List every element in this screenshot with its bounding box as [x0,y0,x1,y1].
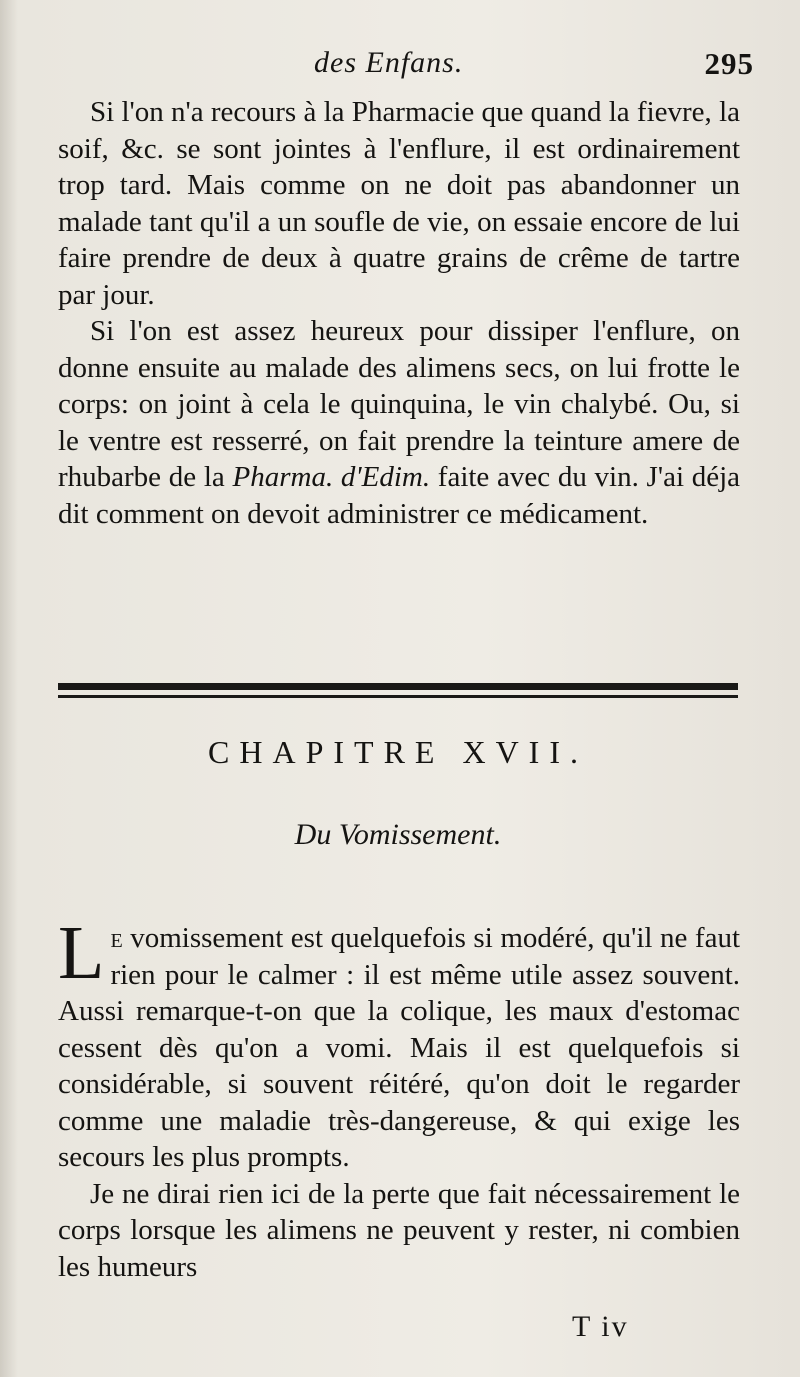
text-block-top [58,94,740,532]
page-header [0,46,800,92]
chapter-title: CHAPITRE XVII. [208,734,588,770]
paragraph [58,313,740,532]
paragraph: Si l'on n'a recours à la Pharmacie que quand la fievre, la soif, &c. se sont jointes à l'enflure, il est ordinairement trop tard. Mais comme on ne doit pas abandonner un malade tant qu'il a un soufle de vie, on essaie encore de lui faire prendre de deux à quatre grains de crême de tartre par jour. [58,96,740,311]
running-title: des Enfans. [314,46,464,79]
paragraph [58,911,740,1176]
rule-thick [58,683,738,690]
first-word: e [110,922,123,954]
paragraph-text: faite avec du vin. J'ai déja dit comment on devoit administrer ce médicament. [58,461,741,530]
signature-mark: T iv [572,1310,629,1343]
section-title: Du Vomissement. [294,818,502,851]
citation: Pharma. d'Edim. [232,461,431,493]
text-block-bottom [58,911,740,1285]
paragraph-text: Si l'on est assez heureux pour dissiper l'enflure, on donne ensuite au malade des alimens secs, on lui frotte le corps: on joint à cela le quinquina, le vin chalybé. Ou, si le ventre est resserré, on fait prendre la teinture amere de rhubarbe de la [58,315,740,493]
paragraph: Je ne dirai rien ici de la perte que fait nécessairement le corps lorsque les alimens ne peuvent y rester, ni combien les humeurs [58,1177,740,1283]
drop-cap: L [58,911,105,995]
chapter-rule [58,683,738,703]
paragraph-text: vomissement est quelquefois si modéré, qu'il ne faut rien pour le calmer : il est même utile assez souvent. Aussi remarque-t-on que la colique, les maux d'estomac cessent dès qu'on a vomi. Mais il est quelquefois si considérable, si souvent réitéré, qu'on doit le regarder comme une maladie très-dangereuse, & qui exige les secours les plus prompts. [58,922,740,1173]
rule-thin [58,695,738,698]
page-number: 295 [704,46,754,81]
